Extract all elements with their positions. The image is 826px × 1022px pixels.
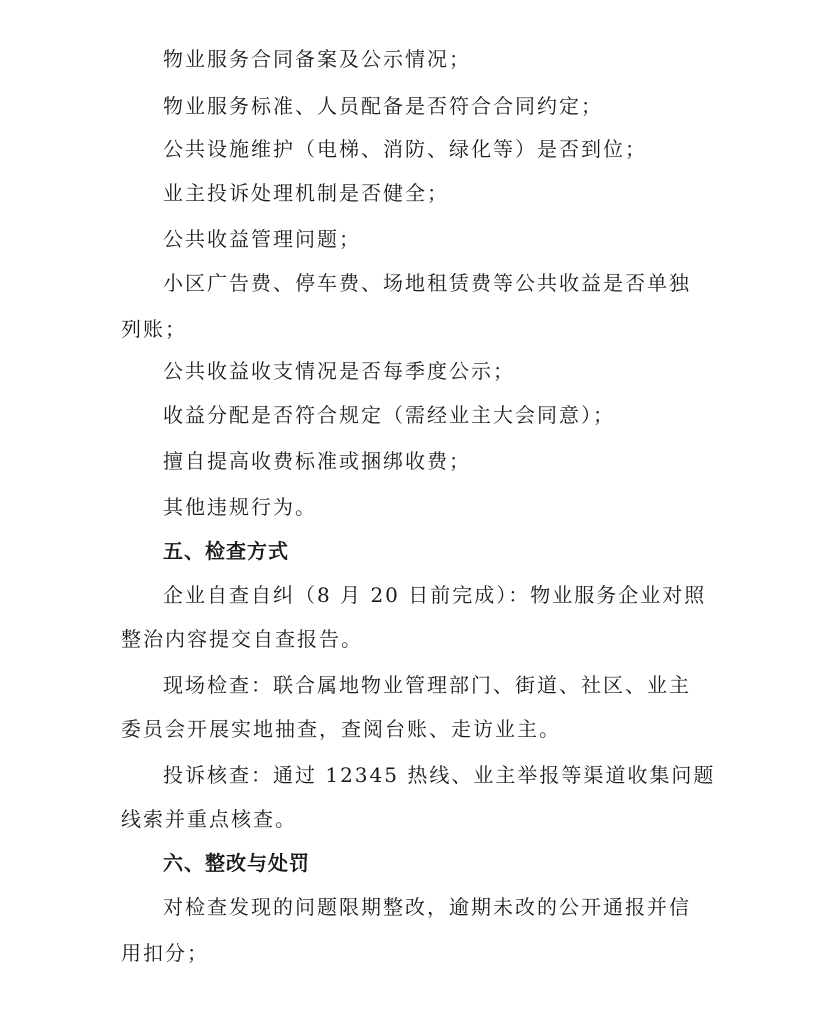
item-unauthorized-fees: 擅自提高收费标准或捆绑收费； — [163, 449, 471, 473]
item-complaint-mechanism: 业主投诉处理机制是否健全； — [163, 181, 449, 205]
paragraph-rectification-cont: 用扣分； — [121, 941, 209, 965]
paragraph-self-check-cont: 整治内容提交自查报告。 — [121, 627, 363, 651]
paragraph-onsite-check-cont: 委员会开展实地抽查，查阅台账、走访业主。 — [121, 717, 561, 741]
paragraph-self-check: 企业自查自纠（8 月 20 日前完成）：物业服务企业对照 — [163, 583, 707, 607]
section-heading-rectification: 六、整改与处罚 — [163, 851, 310, 875]
item-facility-maintenance: 公共设施维护（电梯、消防、绿化等）是否到位； — [163, 137, 647, 161]
item-revenue-accounting: 小区广告费、停车费、场地租赁费等公共收益是否单独 — [163, 271, 691, 295]
item-revenue-accounting-cont: 列账； — [121, 317, 187, 341]
paragraph-complaint-check-cont: 线索并重点核查。 — [121, 807, 297, 831]
item-public-revenue: 公共收益管理问题； — [163, 227, 361, 251]
item-other-violations: 其他违规行为。 — [163, 495, 317, 519]
item-revenue-distribution: 收益分配是否符合规定（需经业主大会同意）； — [163, 403, 615, 427]
paragraph-rectification: 对检查发现的问题限期整改，逾期未改的公开通报并信 — [163, 895, 691, 919]
paragraph-complaint-check: 投诉核查：通过 12345 热线、业主举报等渠道收集问题 — [163, 763, 716, 787]
item-service-standard: 物业服务标准、人员配备是否符合合同约定； — [163, 94, 603, 118]
section-heading-inspection: 五、检查方式 — [163, 539, 289, 563]
paragraph-onsite-check: 现场检查：联合属地物业管理部门、街道、社区、业主 — [163, 673, 691, 697]
item-contract-filing: 物业服务合同备案及公示情况； — [163, 47, 471, 71]
item-quarterly-disclosure: 公共收益收支情况是否每季度公示； — [163, 359, 515, 383]
